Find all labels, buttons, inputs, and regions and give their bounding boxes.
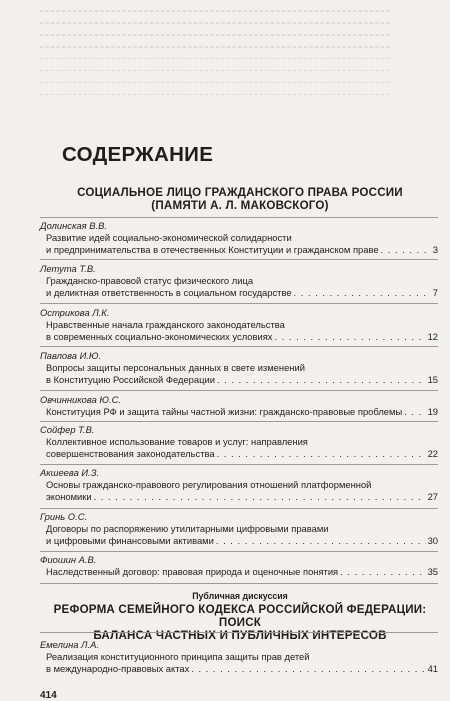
discussion-title — [40, 603, 440, 642]
entry-title-line: Нравственные начала гражданского законодательства — [46, 318, 285, 330]
entry-title-line — [46, 491, 438, 503]
dot-leader — [191, 663, 425, 675]
divider — [40, 390, 438, 391]
dot-leader — [94, 491, 426, 503]
dot-leader — [404, 406, 425, 418]
section-title-line: СОЦИАЛЬНОЕ ЛИЦО ГРАЖДАНСКОГО ПРАВА РОССИИ — [77, 186, 403, 199]
page-number: 414 — [40, 690, 57, 701]
entry-page-number: 30 — [427, 534, 438, 546]
toc-entry[interactable] — [40, 307, 438, 342]
entry-page-number: 7 — [432, 286, 438, 298]
entry-author: Долинская В.В. — [40, 220, 107, 231]
dot-leader — [340, 566, 425, 578]
entry-title-text: совершенствования законодательства — [46, 447, 215, 459]
dot-leader — [294, 287, 431, 299]
toc-entry[interactable] — [40, 263, 438, 298]
entry-author: Павлова И.Ю. — [40, 350, 102, 361]
entry-author: Летута Т.В. — [40, 263, 96, 274]
entry-title-line: Коллективное использование товаров и услуг: направления — [46, 435, 308, 447]
entry-title-line — [46, 406, 438, 418]
entry-author: Акшеева И.З. — [40, 467, 100, 478]
entry-page-number: 19 — [427, 405, 438, 417]
divider — [40, 421, 438, 422]
entry-title-line: Договоры по распоряжению утилитарными цифровыми правами — [46, 522, 329, 534]
entry-title-line — [46, 374, 438, 386]
entry-title-line — [46, 535, 438, 547]
entry-title-text: в международно-правовых актах — [46, 662, 190, 674]
dot-leader — [217, 448, 426, 460]
entry-title-line — [46, 331, 438, 343]
divider — [40, 217, 438, 218]
entry-title-text: Наследственный договор: правовая природа и оценочные понятия — [46, 565, 339, 577]
dot-leader — [274, 331, 425, 343]
discussion-title-line: РЕФОРМА СЕМЕЙНОГО КОДЕКСА РОССИЙСКОЙ ФЕДЕРАЦИИ: ПОИСК — [53, 603, 427, 629]
dot-leader — [217, 374, 426, 386]
toc-entry[interactable] — [40, 350, 438, 385]
entry-title-line — [46, 448, 438, 460]
section-title — [40, 186, 440, 212]
divider — [40, 464, 438, 465]
entry-author: Гринь О.С. — [40, 511, 88, 522]
contents-heading: СОДЕРЖАНИЕ — [62, 143, 214, 166]
discussion-title-line: БАЛАНСА ЧАСТНЫХ И ПУБЛИЧНЫХ ИНТЕРЕСОВ — [93, 629, 387, 642]
divider — [40, 508, 438, 509]
toc-entry[interactable] — [40, 467, 438, 502]
entry-title-line — [46, 244, 438, 256]
dot-leader — [216, 535, 426, 547]
entry-title-text: и предпринимательства в отечественных Конституции и гражданском праве — [46, 243, 379, 255]
entry-title-line: Реализация конституционного принципа защиты прав детей — [46, 650, 310, 662]
divider — [40, 346, 438, 347]
entry-title-line: Основы гражданско-правового регулирования отношений платформенной — [46, 478, 372, 490]
entry-author: Фиошин А.В. — [40, 554, 97, 565]
entry-title-text: и цифровыми финансовыми активами — [46, 534, 214, 546]
divider — [40, 632, 438, 633]
discussion-label: Публичная дискуссия — [192, 591, 288, 601]
toc-entry[interactable] — [40, 424, 438, 459]
entry-page-number: 15 — [427, 373, 438, 385]
entry-title-text: экономики — [46, 490, 92, 502]
divider — [40, 303, 438, 304]
entry-page-number: 41 — [427, 662, 438, 674]
entry-author: Емелина Л.А. — [40, 639, 99, 650]
entry-title-text: в Конституцию Российской Федерации — [46, 373, 215, 385]
entry-title-text: Конституция РФ и защита тайны частной жизни: гражданско-правовые проблемы — [46, 405, 403, 417]
entry-title-line — [46, 287, 438, 299]
entry-page-number: 27 — [427, 490, 438, 502]
entry-author: Сойфер Т.В. — [40, 424, 95, 435]
toc-entry[interactable] — [40, 511, 438, 546]
divider — [40, 583, 438, 584]
entry-title-line: Развитие идей социально-экономической солидарности — [46, 231, 292, 243]
entry-title-line: Гражданско-правовой статус физического лица — [46, 274, 254, 286]
entry-author: Овчинникова Ю.С. — [40, 394, 121, 405]
section-title-line: (ПАМЯТИ А. Л. МАКОВСКОГО) — [151, 199, 329, 212]
entry-title-line — [46, 566, 438, 578]
entry-page-number: 22 — [427, 447, 438, 459]
entry-title-line: Вопросы защиты персональных данных в свете изменений — [46, 361, 305, 373]
entry-page-number: 12 — [427, 330, 438, 342]
toc-entry[interactable] — [40, 554, 438, 578]
toc-entry[interactable] — [40, 639, 438, 674]
entry-title-text: в современных социально-экономических условиях — [46, 330, 273, 342]
toc-entry[interactable] — [40, 220, 438, 255]
divider — [40, 551, 438, 552]
entry-author: Острикова Л.К. — [40, 307, 110, 318]
divider — [40, 259, 438, 260]
entry-page-number: 3 — [432, 243, 438, 255]
dot-leader — [381, 244, 431, 256]
entry-title-line — [46, 663, 438, 675]
toc-entry[interactable] — [40, 394, 438, 418]
bleed-through-text — [40, 0, 390, 100]
entry-title-text: и деликтная ответственность в социальном государстве — [46, 286, 292, 298]
entry-page-number: 35 — [427, 565, 438, 577]
